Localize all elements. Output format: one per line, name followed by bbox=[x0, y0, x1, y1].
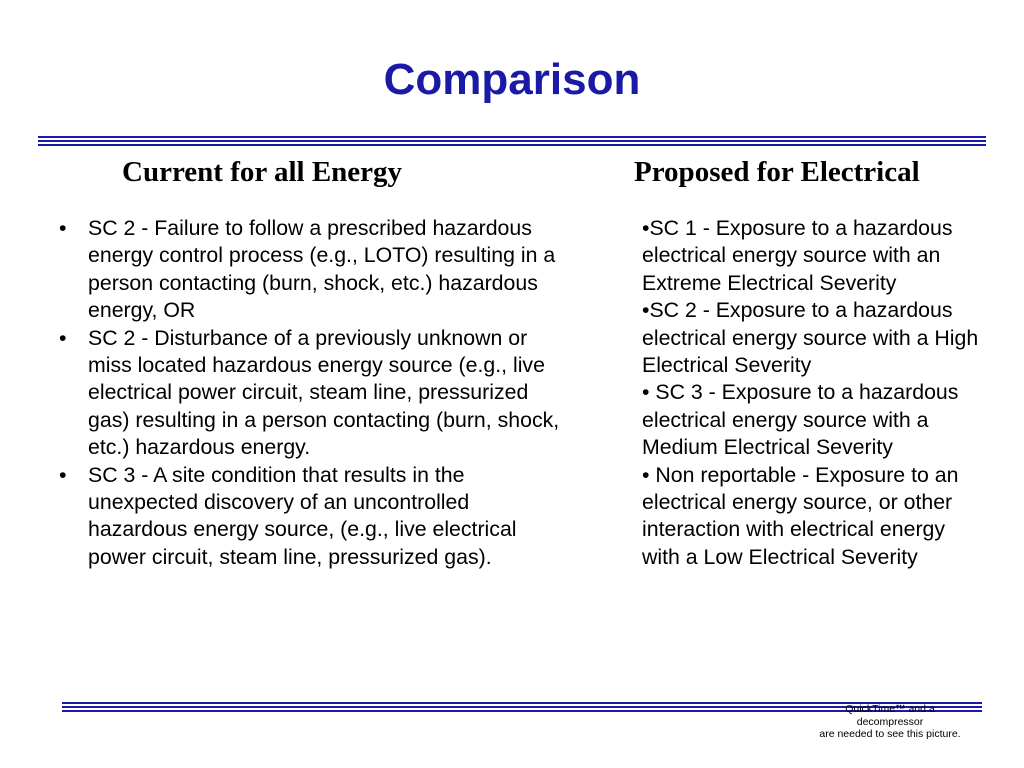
current-criteria-list bbox=[56, 215, 566, 571]
list-item bbox=[56, 462, 566, 572]
right-column-heading: Proposed for Electrical bbox=[634, 156, 920, 188]
quicktime-note-line: are needed to see this picture. bbox=[819, 728, 961, 740]
list-item: • SC 3 - Exposure to a hazardous electrical energy source with a Medium Electrical Severity bbox=[642, 380, 959, 460]
list-item: •SC 1 - Exposure to a hazardous electrical energy source with an Extreme Electrical Severity bbox=[642, 216, 953, 295]
list-item bbox=[56, 215, 566, 325]
bullet-icon: • bbox=[59, 216, 67, 240]
left-column-heading: Current for all Energy bbox=[122, 156, 403, 188]
list-item-text: SC 2 - Failure to follow a prescribed hazardous energy control process (e.g., LOTO) resulting in a person contacting (burn, shock, etc.) hazardous energy, OR bbox=[88, 216, 556, 323]
bullet-icon: • bbox=[59, 462, 67, 487]
bullet-icon: • bbox=[59, 325, 67, 350]
top-divider bbox=[38, 136, 986, 148]
list-item: •SC 2 - Exposure to a hazardous electrical energy source with a High Electrical Severity bbox=[642, 298, 979, 378]
list-item-text: SC 2 - Disturbance of a previously unknown or miss located hazardous energy source (e.g., live electrical power circuit, steam line, pressurized gas) resulting in a person contacting (burn, shock, etc.) hazardous energy. bbox=[88, 325, 560, 460]
proposed-criteria-list bbox=[642, 215, 982, 571]
quicktime-placeholder-note bbox=[790, 703, 990, 741]
list-item: • Non reportable - Exposure to an electrical energy source, or other interaction with electrical energy with a Low Electrical Severity bbox=[642, 462, 959, 569]
quicktime-note-line: QuickTime™ and a bbox=[845, 703, 935, 715]
slide-title: Comparison bbox=[383, 55, 641, 104]
list-item-text: SC 3 - A site condition that results in the unexpected discovery of an uncontrolled hazardous energy source, (e.g., live electrical power circuit, steam line, pressurized gas). bbox=[88, 462, 517, 569]
quicktime-note-line: decompressor bbox=[856, 715, 924, 728]
list-item bbox=[56, 325, 566, 462]
